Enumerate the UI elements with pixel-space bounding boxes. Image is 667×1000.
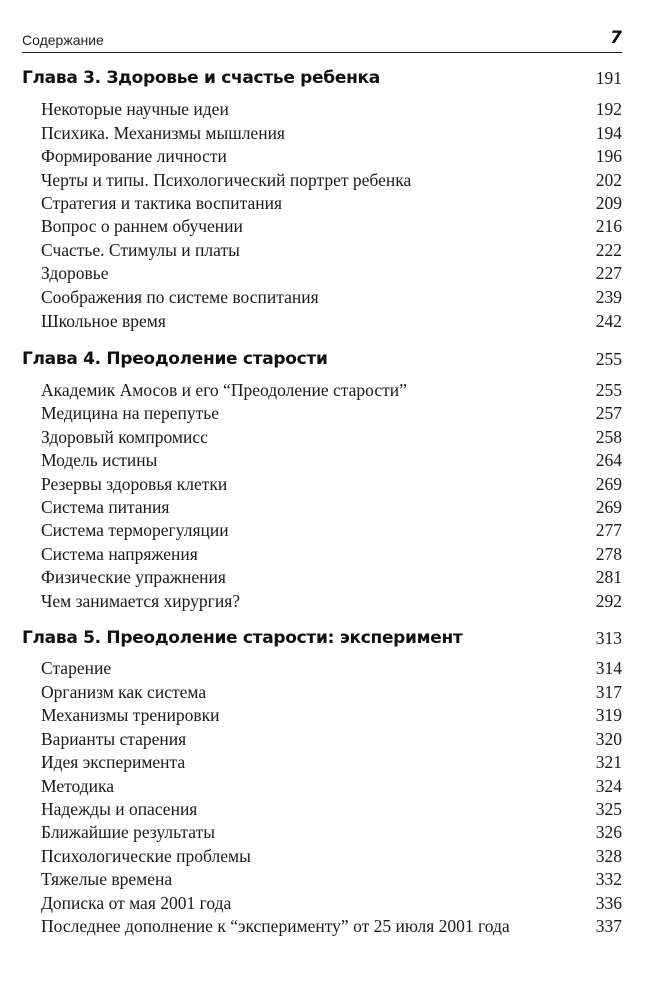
item-page: 281 [595, 567, 622, 587]
toc-item[interactable] [0, 869, 667, 893]
toc-item[interactable] [0, 450, 667, 474]
item-page: 314 [595, 658, 622, 678]
toc-item[interactable] [0, 474, 667, 498]
item-title: Методика [41, 776, 115, 796]
header-title: Содержание [22, 32, 104, 48]
item-title: Резервы здоровья клетки [41, 474, 228, 494]
toc-chapter-4[interactable] [0, 349, 667, 373]
item-page: 209 [595, 193, 622, 213]
toc-chapter-3[interactable] [0, 68, 667, 92]
item-page: 336 [595, 893, 622, 913]
item-page: 222 [595, 240, 622, 260]
toc-item[interactable] [0, 776, 667, 800]
item-title: Психологические проблемы [41, 846, 251, 866]
item-title: Механизмы тренировки [41, 705, 220, 725]
item-title: Последнее дополнение к “эксперименту” от 25 июля 2001 года [41, 916, 510, 936]
item-title: Система напряжения [41, 544, 198, 564]
item-title: Чем занимается хирургия? [41, 591, 241, 611]
item-title: Психика. Механизмы мышления [41, 123, 285, 143]
toc-item[interactable] [0, 520, 667, 544]
item-page: 326 [595, 822, 622, 842]
item-page: 192 [595, 99, 622, 119]
item-page: 269 [595, 474, 622, 494]
item-title: Тяжелые времена [41, 869, 173, 889]
item-title: Медицина на перепутье [41, 403, 220, 423]
item-page: 332 [595, 869, 622, 889]
toc-item[interactable] [0, 799, 667, 823]
toc-item[interactable] [0, 591, 667, 615]
toc-item[interactable] [0, 380, 667, 404]
chapter-title: Глава 4. Преодоление старости [22, 349, 328, 369]
item-title: Физические упражнения [41, 567, 226, 587]
item-page: 258 [595, 427, 622, 447]
chapter-page: 191 [595, 68, 622, 88]
item-page: 317 [595, 682, 622, 702]
toc-item[interactable] [0, 263, 667, 287]
toc-item[interactable] [0, 705, 667, 729]
toc-item[interactable] [0, 216, 667, 240]
toc-item[interactable] [0, 287, 667, 311]
item-title: Идея эксперимента [41, 752, 186, 772]
item-title: Некоторые научные идеи [41, 99, 229, 119]
toc-item[interactable] [0, 916, 667, 940]
item-title: Соображения по системе воспитания [41, 287, 319, 307]
item-page: 242 [595, 311, 622, 331]
item-page: 264 [595, 450, 622, 470]
item-page: 321 [595, 752, 622, 772]
item-title: Старение [41, 658, 112, 678]
item-page: 277 [595, 520, 622, 540]
item-title: Модель истины [41, 450, 158, 470]
item-title: Вопрос о раннем обучении [41, 216, 243, 236]
item-page: 202 [595, 170, 622, 190]
toc-item[interactable] [0, 544, 667, 568]
item-page: 255 [595, 380, 622, 400]
item-title: Ближайшие результаты [41, 822, 216, 842]
item-page: 194 [595, 123, 622, 143]
item-page: 196 [595, 146, 622, 166]
toc-item[interactable] [0, 497, 667, 521]
item-title: Формирование личности [41, 146, 227, 166]
chapter-title: Глава 3. Здоровье и счастье ребенка [22, 68, 380, 88]
toc-item[interactable] [0, 311, 667, 335]
chapter-title: Глава 5. Преодоление старости: эксперимент [22, 628, 463, 648]
item-title: Счастье. Стимулы и платы [41, 240, 240, 260]
item-title: Надежды и опасения [41, 799, 198, 819]
toc-item[interactable] [0, 893, 667, 917]
item-title: Система терморегуляции [41, 520, 229, 540]
item-page: 325 [595, 799, 622, 819]
toc-item[interactable] [0, 170, 667, 194]
item-title: Дописка от мая 2001 года [41, 893, 232, 913]
item-title: Варианты старения [41, 729, 187, 749]
toc-item[interactable] [0, 822, 667, 846]
item-page: 278 [595, 544, 622, 564]
item-page: 324 [595, 776, 622, 796]
toc-item[interactable] [0, 658, 667, 682]
toc-item[interactable] [0, 729, 667, 753]
toc-item[interactable] [0, 146, 667, 170]
item-page: 239 [595, 287, 622, 307]
item-title: Школьное время [41, 311, 166, 331]
item-page: 328 [595, 846, 622, 866]
toc-item[interactable] [0, 193, 667, 217]
item-page: 269 [595, 497, 622, 517]
toc-item[interactable] [0, 427, 667, 451]
toc-item[interactable] [0, 123, 667, 147]
chapter-page: 313 [595, 628, 622, 648]
toc-item[interactable] [0, 752, 667, 776]
header-page-number: 7 [610, 28, 622, 48]
item-title: Стратегия и тактика воспитания [41, 193, 283, 213]
item-title: Организм как система [41, 682, 207, 702]
toc-item[interactable] [0, 682, 667, 706]
toc-item[interactable] [0, 240, 667, 264]
item-page: 216 [595, 216, 622, 236]
toc-item[interactable] [0, 846, 667, 870]
item-page: 320 [595, 729, 622, 749]
toc-item[interactable] [0, 567, 667, 591]
item-title: Черты и типы. Психологический портрет ребенка [41, 170, 412, 190]
chapter-page: 255 [595, 349, 622, 369]
item-page: 337 [595, 916, 622, 936]
toc-item[interactable] [0, 403, 667, 427]
toc-chapter-5[interactable] [0, 628, 667, 652]
item-title: Академик Амосов и его “Преодоление старости” [41, 380, 407, 400]
item-page: 257 [595, 403, 622, 423]
item-title: Здоровый компромисс [41, 427, 208, 447]
toc-item[interactable] [0, 99, 667, 123]
item-title: Здоровье [41, 263, 109, 283]
item-page: 319 [595, 705, 622, 725]
item-title: Система питания [41, 497, 170, 517]
item-page: 227 [595, 263, 622, 283]
item-page: 292 [595, 591, 622, 611]
